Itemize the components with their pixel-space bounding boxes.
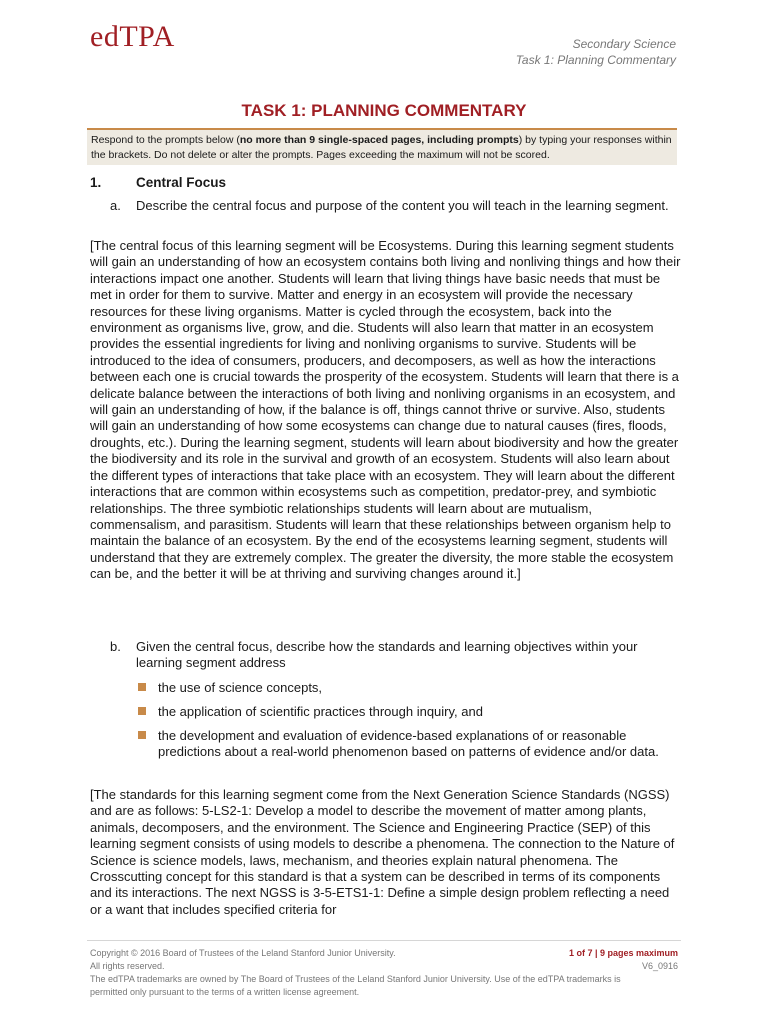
edtpa-logo: edTPA — [90, 20, 175, 53]
bullet-item — [137, 704, 682, 720]
running-header — [516, 36, 676, 68]
square-bullet-icon — [138, 707, 146, 715]
square-bullet-icon — [138, 731, 146, 739]
prompt-b — [110, 639, 680, 671]
page-count: 1 of 7 | 9 pages maximum — [568, 948, 678, 958]
prompt-a — [110, 198, 680, 214]
bullet-item — [137, 680, 682, 696]
instructions-text-bold: no more than 9 single-spaced pages, including prompts — [239, 134, 519, 146]
prompt-b-bullet-list — [137, 680, 682, 768]
header-doc-name: Task 1: Planning Commentary — [515, 53, 676, 67]
response-a[interactable]: [The central focus of this learning segment will be Ecosystems. During this learning segment students will gain an understanding of how an ecosystem contains both living and nonliving things and how their interactions impact one another. Students will learn that living things have basic needs that must be met in order for them to survive. Matter and energy in an ecosystem will provide the necessary resources for these living organisms. Matter is cycled through the ecosystem, back into the environment as organisms live, grow, and die. Students will also learn that matter in an ecosystem provides the essential ingredients for living and nonliving organisms to survive. Students will be introduced to the idea of consumers, producers, and decomposers, as well as how the interactions between each one is crucial towards the prosperity of the ecosystem. Students will learn that there is a delicate balance between the interactions of both living and nonliving organisms in an ecosystem, and will gain an understanding of how, if the balance is off, things cannot thrive or survive. Also, students will gain an understanding of how some ecosystems can change due to natural causes (fires, floods, droughts, etc.). During the learning segment, students will learn about biodiversity and how the greater the biodiversity and its role in the survival and growth of an ecosystem. Students will also learn about the different types of interactions that take place with an ecosystem. They will learn about the different interactions that are common within ecosystems such as competition, predator-prey, and symbiotic relationships. The three symbiotic relationships students will learn about are mutualism, commensalism, and parasitism. Students will learn that these relationships between organism help to maintain the balance of an ecosystem. By the end of the ecosystems learning segment, students will understand that they are extremely complex. The greater the diversity, the more stable the ecosystem can be, and the better it will be at thriving and surviving changes around it.] — [90, 238, 681, 582]
prompt-a-text: Describe the central focus and purpose of the content you will teach in the learning segment. — [136, 198, 669, 213]
footer-copyright: Copyright © 2016 Board of Trustees of the Leland Stanford Junior University. — [90, 948, 396, 958]
bullet-item — [137, 728, 682, 760]
footer-rights: All rights reserved. — [90, 961, 165, 971]
instructions-box — [87, 128, 677, 165]
footer-trademark: The edTPA trademarks are owned by The Board of Trustees of the Leland Stanford Junior University. Use of the edTPA trademarks is permitted only pursuant to the terms of a written license agreement. — [90, 974, 621, 997]
prompt-b-letter: b. — [110, 639, 121, 654]
bullet-text: the use of science concepts, — [158, 680, 323, 695]
section-title: Central Focus — [136, 175, 227, 190]
prompt-b-text: Given the central focus, describe how the standards and learning objectives within your learning segment address — [136, 639, 638, 670]
section-heading — [90, 175, 226, 190]
response-b[interactable]: [The standards for this learning segment come from the Next Generation Science Standards (NGSS) and are as follows: 5-LS2-1: Develop a model to describe the movement of matter among plants, animals, decomposers, and the environment. The Science and Engineering Practice (SEP) of this learning segment consists of using models to describe a phenomena. The connection to the Nature of Science is science models, laws, mechanism, and theories explain natural phenomena. The Crosscutting concept for this standard is that a system can be described in terms of its components and its interactions. The next NGSS is 3-5-ETS1-1: Define a simple design problem reflecting a need or a want that includes specified criteria for — [90, 787, 675, 917]
footer-divider — [87, 940, 681, 941]
footer-page-info — [569, 947, 678, 973]
prompt-a-letter: a. — [110, 198, 121, 213]
header-subject: Secondary Science — [572, 37, 676, 51]
square-bullet-icon — [138, 683, 146, 691]
footer-legal — [90, 947, 650, 999]
instructions-text-after: ) by typing your responses within the brackets. Do not delete or alter the prompts. Pages exceeding the maximum will not be scored. — [91, 134, 672, 161]
instructions-text-before: Respond to the prompts below ( — [91, 134, 240, 146]
bullet-text: the application of scientific practices through inquiry, and — [158, 704, 483, 719]
section-number: 1. — [90, 175, 102, 190]
version-code: V6_0916 — [641, 961, 678, 971]
bullet-text: the development and evaluation of evidence-based explanations of or reasonable predictions about a real-world phenomenon based on patterns of evidence and/or data. — [158, 728, 659, 759]
page-title: TASK 1: PLANNING COMMENTARY — [241, 101, 527, 120]
